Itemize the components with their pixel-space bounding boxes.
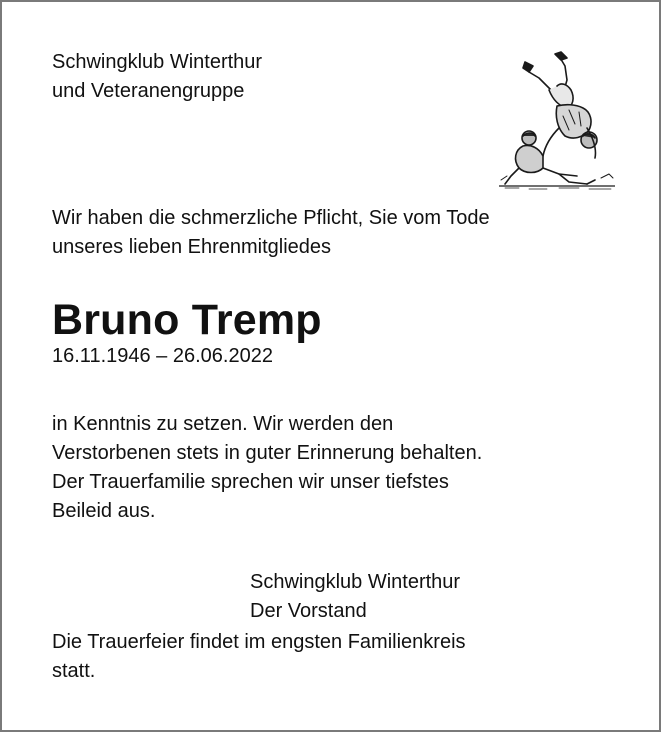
notice-line: Die Trauerfeier findet im engsten Familienkreis bbox=[52, 631, 466, 653]
funeral-notice bbox=[52, 628, 466, 686]
deceased-name: Bruno Tremp bbox=[52, 296, 322, 344]
life-dates: 16.11.1946 – 26.06.2022 bbox=[52, 345, 273, 367]
intro-line: unseres lieben Ehrenmitgliedes bbox=[52, 236, 332, 258]
message-line: in Kenntnis zu setzen. Wir werden den bbox=[52, 413, 394, 435]
message-line: Beileid aus. bbox=[52, 500, 156, 522]
organization-subname: und Veteranengruppe bbox=[52, 80, 245, 102]
signature-block bbox=[250, 568, 460, 626]
wrestlers-icon bbox=[499, 50, 615, 192]
organization-header bbox=[52, 48, 262, 106]
intro-line: Wir haben die schmerzliche Pflicht, Sie vom Tode bbox=[52, 207, 490, 229]
message-text bbox=[52, 410, 482, 526]
organization-name: Schwingklub Winterthur bbox=[52, 51, 263, 73]
signature-organization: Schwingklub Winterthur bbox=[250, 571, 461, 593]
message-line: Verstorbenen stets in guter Erinnerung behalten. bbox=[52, 442, 483, 464]
intro-text bbox=[52, 204, 490, 262]
notice-line: statt. bbox=[52, 660, 96, 682]
message-line: Der Trauerfamilie sprechen wir unser tiefstes bbox=[52, 471, 449, 493]
signature-board: Der Vorstand bbox=[250, 600, 367, 622]
